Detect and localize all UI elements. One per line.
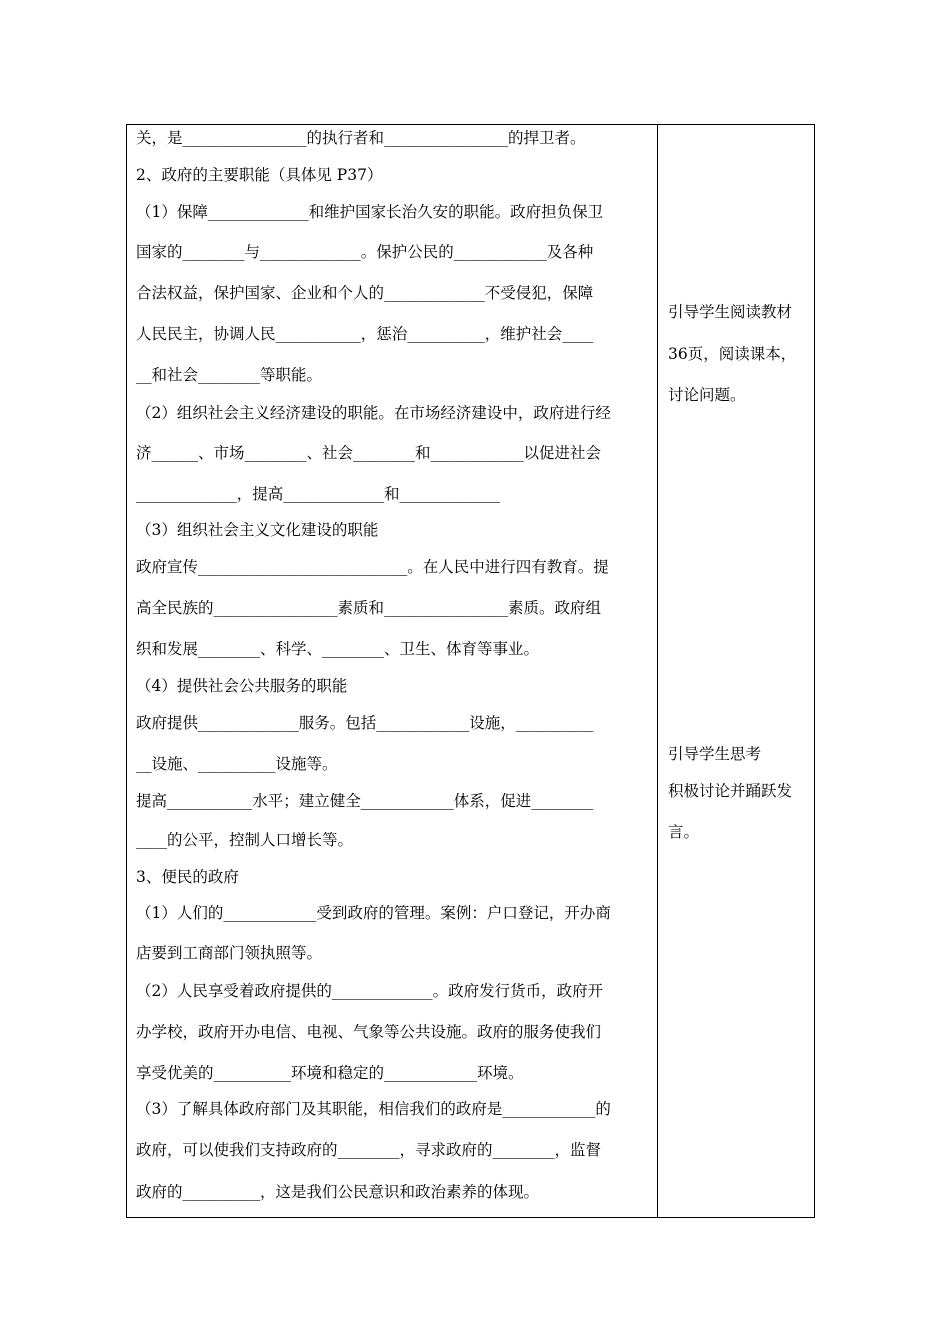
teacher-note: 积极讨论并踊跃发 <box>668 782 793 800</box>
content-line: __设施、__________设施等。 <box>136 755 338 773</box>
content-line: 享受优美的__________环境和稳定的____________环境。 <box>136 1064 524 1082</box>
content-line: 济______、市场________、社会________和____________以促进社会 <box>136 444 602 462</box>
content-line: 织和发展________、科学、________、卫生、体育等事业。 <box>136 640 540 658</box>
content-line: 政府，可以使我们支持政府的________，寻求政府的________，监督 <box>136 1141 602 1159</box>
content-line: （2）组织社会主义经济建设的职能。在市场经济建设中，政府进行经 <box>136 404 611 422</box>
column-divider <box>657 124 658 1218</box>
teacher-note: 引导学生思考 <box>668 745 762 763</box>
content-line: 关，是________________的执行者和________________的捍卫者。 <box>136 129 586 147</box>
section-heading: 2、政府的主要职能（具体见 P37） <box>136 166 383 184</box>
content-line: （3）了解具体政府部门及其职能，相信我们的政府是____________的 <box>136 1100 611 1118</box>
content-line: 高全民族的________________素质和________________素质。政府组 <box>136 599 602 617</box>
content-line: 政府宣传___________________________。在人民中进行四有教育。提 <box>136 558 609 576</box>
content-line: _____________，提高_____________和_____________ <box>136 485 501 503</box>
content-line: 店要到工商部门领执照等。 <box>136 944 323 962</box>
teacher-note: 引导学生阅读教材 <box>668 303 793 321</box>
content-line: ____的公平，控制人口增长等。 <box>136 831 354 849</box>
content-line: 政府提供_____________服务。包括____________设施，__________ <box>136 714 594 732</box>
subsection-heading: （3）组织社会主义文化建设的职能 <box>136 521 379 539</box>
content-line: __和社会________等职能。 <box>136 366 323 384</box>
content-line: 国家的________与_____________。保护公民的____________及各种 <box>136 243 594 261</box>
content-line: 合法权益，保护国家、企业和个人的_____________不受侵犯，保障 <box>136 284 594 302</box>
teacher-note: 讨论问题。 <box>668 386 746 404</box>
content-line: 人民民主，协调人民___________，惩治__________，维护社会____ <box>136 325 594 343</box>
teacher-note: 36页，阅读课本， <box>668 345 797 363</box>
section-heading: 3、便民的政府 <box>136 868 239 886</box>
content-line: 办学校，政府开办电信、电视、气象等公共设施。政府的服务使我们 <box>136 1023 602 1041</box>
content-line: 提高___________水平；建立健全____________体系，促进________ <box>136 792 594 810</box>
content-line: 政府的__________，这是我们公民意识和政治素养的体现。 <box>136 1183 540 1201</box>
content-line: （1）人们的____________受到政府的管理。案例：户口登记，开办商 <box>136 904 611 922</box>
teacher-note: 言。 <box>668 823 700 841</box>
content-line: （1）保障_____________和维护国家长治久安的职能。政府担负保卫 <box>136 203 604 221</box>
subsection-heading: （4）提供社会公共服务的职能 <box>136 677 348 695</box>
content-line: （2）人民享受着政府提供的_____________。政府发行货币，政府开 <box>136 982 604 1000</box>
